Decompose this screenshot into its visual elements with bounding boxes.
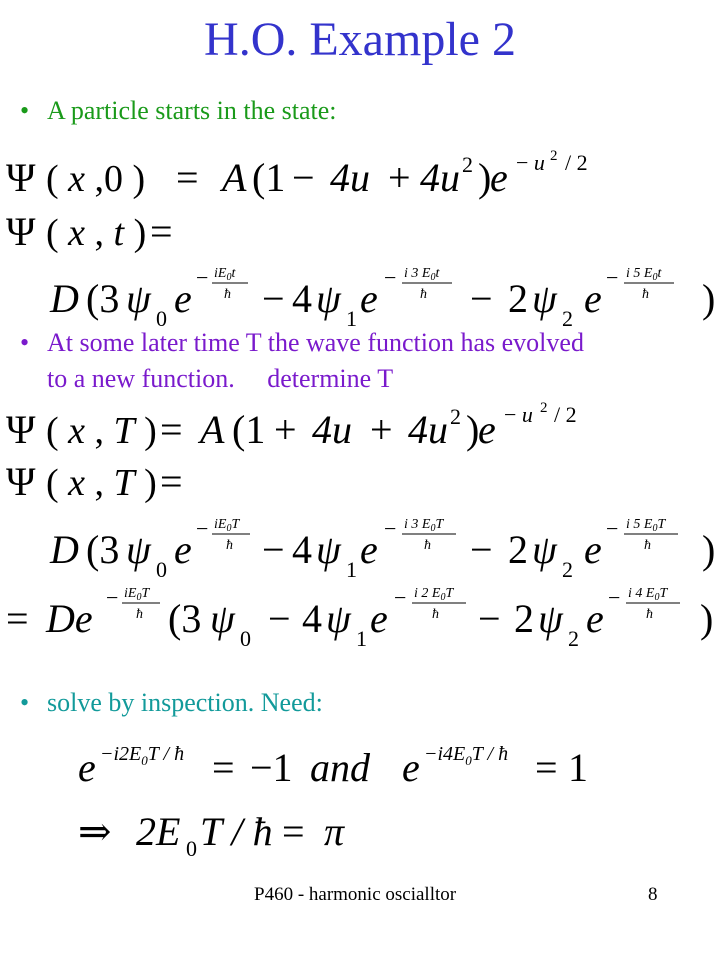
svg-text:i 3 E0t: i 3 $E_0t$	[404, 266, 440, 283]
svg-text:D: D	[50, 527, 79, 572]
svg-text:4: 4	[292, 276, 312, 321]
svg-text:D: D	[50, 276, 79, 321]
bullet-1-symbol: •	[20, 96, 30, 125]
svg-text:(1: (1	[232, 407, 266, 452]
svg-text:): )	[702, 276, 716, 321]
svg-text:2: 2	[568, 626, 579, 651]
svg-text:−1: −1	[250, 745, 293, 790]
svg-text:−: −	[394, 585, 407, 610]
svg-text:−: −	[262, 527, 285, 572]
svg-text:A: A	[222, 155, 247, 200]
equation-psi-xT-expansion	[49, 516, 715, 582]
svg-text:De: De	[46, 596, 93, 641]
svg-text:+: +	[274, 407, 297, 452]
svg-text:0: 0	[240, 626, 251, 651]
svg-text:i 2 E0T: i 2 $E_0T$	[414, 586, 454, 603]
svg-text:−: −	[470, 527, 493, 572]
svg-text:( x , t ): ( x , t )	[46, 212, 147, 254]
svg-text:ψ: ψ	[532, 276, 557, 321]
svg-text:−: −	[268, 596, 291, 641]
svg-text:Ψ: Ψ	[6, 209, 36, 254]
bullet-2-text-line-2: to a new function. determine T	[47, 364, 394, 393]
equation-psi-xT-label	[6, 459, 183, 504]
bullet-3-symbol: •	[20, 688, 30, 717]
svg-text:e: e	[402, 745, 420, 790]
equation-condition	[78, 743, 588, 790]
svg-text:−: −	[470, 276, 493, 321]
svg-text:−: −	[196, 265, 209, 290]
svg-text:−: −	[606, 516, 619, 541]
svg-text:−: −	[606, 265, 619, 290]
svg-text:e: e	[478, 407, 496, 452]
svg-text:⇒: ⇒	[78, 809, 112, 854]
svg-text:/ 2: / 2	[554, 402, 577, 427]
svg-text:e: e	[174, 527, 192, 572]
svg-text:+: +	[388, 155, 411, 200]
svg-text:e: e	[586, 596, 604, 641]
svg-text:=: =	[282, 809, 305, 854]
svg-text:0: 0	[186, 836, 197, 861]
svg-text:iE0t: $iE_0t$	[214, 266, 236, 283]
equation-psi-xT	[6, 400, 577, 452]
svg-text:( x , T ): ( x , T )	[46, 462, 157, 504]
svg-text:4u: 4u	[408, 407, 448, 452]
svg-text:−i4E0T / ħ: $-i4E_0T$ / ħ	[424, 743, 509, 768]
svg-text:i 4 E0T: i 4 $E_0T$	[628, 586, 668, 603]
svg-text:(3: (3	[168, 596, 202, 641]
svg-text:ψ: ψ	[316, 276, 341, 321]
footer-page-number: 8	[648, 884, 658, 905]
svg-text:4u: 4u	[312, 407, 352, 452]
footer-course: P460 - harmonic oscialltor	[254, 884, 457, 905]
svg-text:− u: − u	[516, 150, 545, 175]
svg-text:1: 1	[568, 745, 588, 790]
svg-text:ψ: ψ	[210, 596, 235, 641]
svg-text:π: π	[324, 809, 345, 854]
svg-text:Ψ: Ψ	[6, 459, 36, 504]
equation-psi-xt-label	[6, 209, 173, 254]
svg-text:2: 2	[462, 152, 473, 177]
svg-text:ψ: ψ	[316, 527, 341, 572]
svg-text:ħ: ħ	[226, 538, 233, 553]
svg-text:): )	[702, 527, 716, 572]
svg-text:e: e	[584, 276, 602, 321]
bullet-3-text: solve by inspection. Need:	[47, 688, 323, 717]
svg-text:4: 4	[302, 596, 322, 641]
svg-text:−: −	[608, 585, 621, 610]
svg-text:2: 2	[450, 404, 461, 429]
svg-text:iE0T: $iE_0T$	[124, 586, 150, 603]
svg-text:=: =	[6, 596, 29, 641]
equation-psi-x0	[6, 148, 588, 200]
svg-text:2: 2	[508, 276, 528, 321]
svg-text:(1: (1	[252, 155, 286, 200]
bullet-2-symbol: •	[20, 328, 30, 357]
svg-text:): )	[700, 596, 714, 641]
svg-text:ħ: ħ	[642, 287, 649, 302]
svg-text:ψ: ψ	[326, 596, 351, 641]
svg-text:−: −	[384, 516, 397, 541]
svg-text:(3: (3	[86, 276, 120, 321]
svg-text:ψ: ψ	[126, 527, 151, 572]
svg-text:−: −	[292, 155, 315, 200]
svg-text:): )	[466, 407, 480, 452]
svg-text:2: 2	[514, 596, 534, 641]
bullet-2-text-line-1: At some later time T the wave function has evolved	[47, 328, 584, 357]
svg-text:1: 1	[346, 306, 357, 331]
svg-text:i 5 E0T: i 5 $E_0T$	[626, 517, 666, 534]
svg-text:): )	[478, 155, 492, 200]
svg-text:− u: − u	[504, 402, 533, 427]
svg-text:e: e	[174, 276, 192, 321]
svg-text:−: −	[106, 585, 119, 610]
equation-result	[78, 809, 345, 861]
svg-text:2: 2	[508, 527, 528, 572]
svg-text:ħ: ħ	[424, 538, 431, 553]
svg-text:e: e	[490, 155, 508, 200]
svg-text:iE0T: $iE_0T$	[214, 517, 240, 534]
svg-text:4: 4	[292, 527, 312, 572]
svg-text:=: =	[176, 155, 199, 200]
svg-text:ħ: ħ	[646, 607, 653, 622]
svg-text:ψ: ψ	[538, 596, 563, 641]
svg-text:=: =	[160, 459, 183, 504]
svg-text:2: 2	[540, 400, 548, 416]
svg-text:=: =	[160, 407, 183, 452]
svg-text:A: A	[200, 407, 225, 452]
svg-text:−: −	[196, 516, 209, 541]
svg-text:=: =	[212, 745, 235, 790]
svg-text:( x ,0 ): ( x ,0 )	[46, 158, 146, 200]
svg-text:Ψ: Ψ	[6, 155, 36, 200]
bullet-1-text: A particle starts in the state:	[47, 96, 337, 125]
svg-text:1: 1	[356, 626, 367, 651]
svg-text:e: e	[78, 745, 96, 790]
svg-text:−: −	[384, 265, 397, 290]
svg-text:( x , T ): ( x , T )	[46, 410, 157, 452]
svg-text:i 3 E0T: i 3 $E_0T$	[404, 517, 444, 534]
svg-text:i 5 E0t: i 5 $E_0t$	[626, 266, 662, 283]
svg-text:ħ: ħ	[136, 607, 143, 622]
svg-text:(3: (3	[86, 527, 120, 572]
svg-text:0: 0	[156, 557, 167, 582]
equation-psi-xt-expansion	[49, 265, 715, 331]
svg-text:2: 2	[562, 557, 573, 582]
svg-text:0: 0	[156, 306, 167, 331]
svg-text:=: =	[150, 209, 173, 254]
svg-text:e: e	[370, 596, 388, 641]
svg-text:T / ħ: T / ħ	[200, 809, 273, 854]
svg-text:ħ: ħ	[432, 607, 439, 622]
equation-psi-xT-factored	[6, 585, 713, 651]
svg-text:ħ: ħ	[644, 538, 651, 553]
slide-title: H.O. Example 2	[204, 13, 516, 66]
svg-text:+: +	[370, 407, 393, 452]
svg-text:/ 2: / 2	[565, 150, 588, 175]
svg-text:2: 2	[550, 148, 558, 164]
svg-text:4u: 4u	[330, 155, 370, 200]
svg-text:ψ: ψ	[126, 276, 151, 321]
svg-text:ħ: ħ	[224, 287, 231, 302]
svg-text:e: e	[584, 527, 602, 572]
svg-text:−i2E0T / ħ: $-i2E_0T$ / ħ	[100, 743, 185, 768]
svg-text:=: =	[535, 745, 558, 790]
svg-text:−: −	[262, 276, 285, 321]
svg-text:e: e	[360, 527, 378, 572]
svg-text:−: −	[478, 596, 501, 641]
svg-text:and: and	[310, 745, 370, 790]
svg-text:4u: 4u	[420, 155, 460, 200]
svg-text:2E: 2E	[136, 809, 181, 854]
svg-text:ψ: ψ	[532, 527, 557, 572]
svg-text:1: 1	[346, 557, 357, 582]
svg-text:e: e	[360, 276, 378, 321]
svg-text:2: 2	[562, 306, 573, 331]
svg-text:Ψ: Ψ	[6, 407, 36, 452]
svg-text:ħ: ħ	[420, 287, 427, 302]
